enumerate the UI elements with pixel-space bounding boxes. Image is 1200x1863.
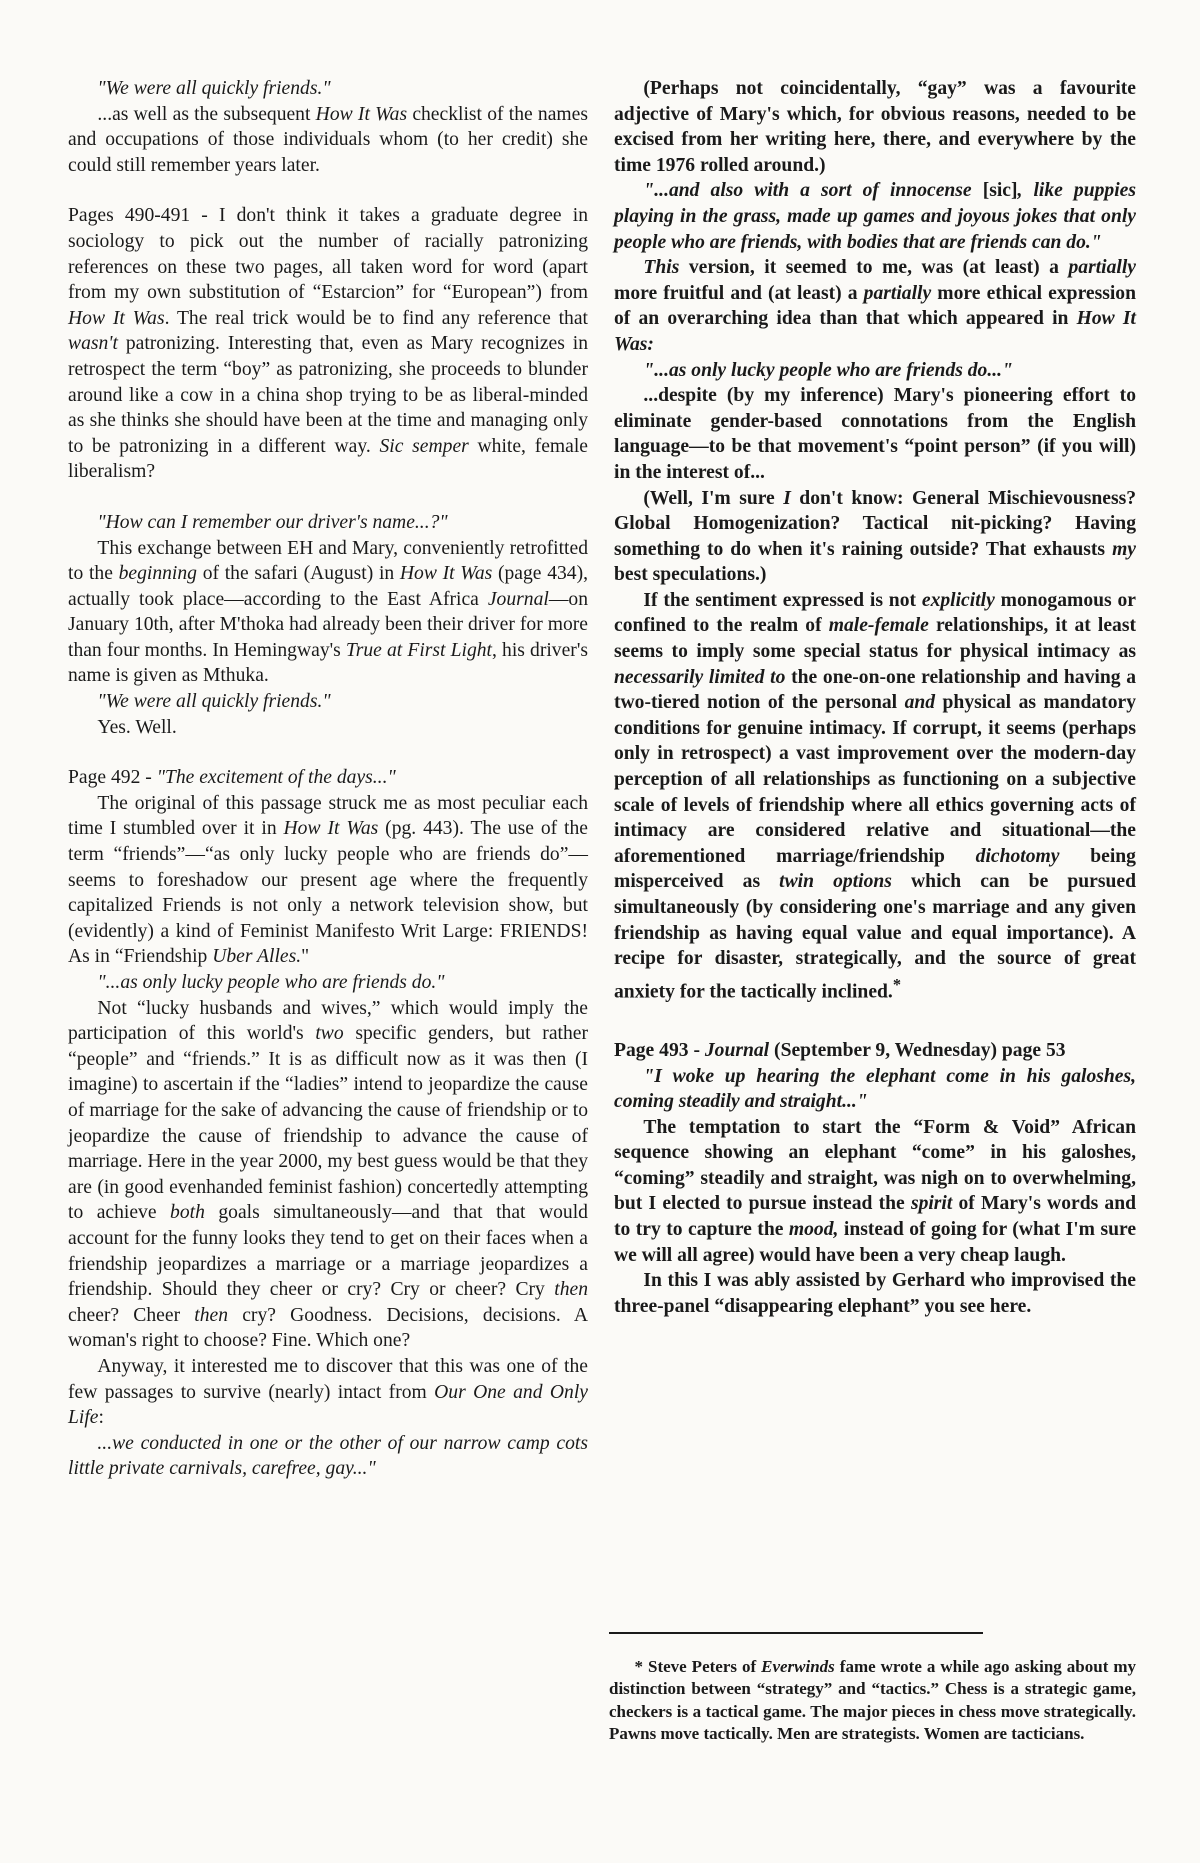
left-column	[68, 76, 588, 1482]
right-column	[614, 76, 1136, 1319]
paragraph: In this I was ably assisted by Gerhard who improvised the three-panel “disappearing elephant” you see here.	[614, 1270, 1136, 1317]
paragraph: The original of this passage struck me as most peculiar each time I stumbled over it in How It Was (pg. 443). The use of the term “friends”—“as only lucky people who are friends do”—seems to foreshadow our present age where the frequently capitalized Friends is not only a network television show, but (evidently) a kind of Feminist Manifesto Writ Large: FRIENDS! As in “Friendship Uber Alles."	[68, 792, 588, 968]
paragraph: ...as well as the subsequent How It Was checklist of the names and occupations of those individuals whom (to her credit) she could still remember years later.	[68, 103, 588, 176]
quote-quickly-friends: "We were all quickly friends."	[97, 691, 331, 713]
quote-innocense: "...and also with a sort of innocense [sic], like puppies playing in the grass, made up games and joyous jokes that only people who are friends, with bodies that are friends can do."	[614, 180, 1136, 253]
quote-driver-name: "How can I remember our driver's name...?"	[97, 511, 448, 533]
paragraph: (Well, I'm sure I don't know: General Mischievousness? Global Homogenization? Tactical nit-picking? Having something to do when it's raining outside? That exhausts my best speculations.)	[614, 487, 1136, 586]
paragraph: This version, it seemed to me, was (at least) a partially more fruitful and (at least) a partially more ethical expression of an overarching idea than that which appeared in How It Was:	[614, 257, 1136, 355]
paragraph: Yes. Well.	[97, 716, 177, 738]
paragraph: Not “lucky husbands and wives,” which would imply the participation of this world's two specific genders, but rather “people” and “friends.” It is as difficult now as it was then (I imagine) to ascertain if the “ladies” intend to jeopardize the cause of marriage for the sake of advancing the cause of friendship or to jeopardize the cause of friendship to advance the cause of marriage. Here in the year 2000, my best guess would be that they are (in good evenhanded feminist fashion) concertedly attempting to achieve both goals simultaneously—and that that would account for the funny looks they tend to get on their faces when a friendship jeopardizes a marriage or a marriage jeopardizes a friendship. Should they cheer or cry? Cry or cheer? Cry then cheer? Cheer then cry? Goodness. Decisions, decisions. A woman's right to choose? Fine. Which one?	[68, 997, 588, 1352]
footnote-marker: *	[892, 974, 901, 994]
paragraph: ...despite (by my inference) Mary's pioneering effort to eliminate gender-based connotations from the English language—to be that movement's “point person” (if you will) in the interest of...	[614, 385, 1136, 483]
quote-lucky-people: "...as only lucky people who are friends do..."	[643, 359, 1013, 381]
quote-lucky-people: "...as only lucky people who are friends do."	[97, 972, 445, 993]
footnote-rule	[609, 1632, 983, 1634]
paragraph: (Perhaps not coincidentally, “gay” was a favourite adjective of Mary's which, for obvious reasons, needed to be excised from her writing here, there, and everywhere by the time 1976 rolled around.)	[614, 78, 1136, 176]
paragraph: This exchange between EH and Mary, conveniently retrofitted to the beginning of the safari (August) in How It Was (page 434), actually took place—according to the East Africa Journal—on January 10th, after M'thoka had already been their driver for more than four months. In Hemingway's True at First Light, his driver's name is given as Mthuka.	[68, 537, 589, 687]
footnote: * Steve Peters of Everwinds fame wrote a while ago asking about my distinction between “strategy” and “tactics.” Chess is a strategic game, checkers is a tactical game. The major pieces in chess move strategically. Pawns move tactically. Men are strategists. Women are tacticians.	[609, 1657, 1137, 1744]
paragraph: If the sentiment expressed is not explicitly monogamous or confined to the realm of male-female relationships, it at least seems to imply some special status for physical intimacy as necessarily limited to the one-on-one relationship and having a two-tiered notion of the personal and physical as mandatory conditions for genuine intimacy. If corrupt, it seems (perhaps only in retrospect) a vast improvement over the modern-day perception of all relationships as functioning on a subjective scale of levels of friendship where all ethics governing acts of intimacy are considered relative and situational—the aforementioned marriage/friendship dichotomy being misperceived as twin options which can be pursued simultaneously (by considering one's marriage and any given friendship as having equal value and equal importance). A recipe for disaster, strategically, and the source of great anxiety for the tactically inclined.*	[614, 589, 1137, 1003]
quote-quickly-friends: "We were all quickly friends."	[97, 78, 331, 99]
section-page-493: Page 493 - Journal (September 9, Wednesday) page 53	[614, 1039, 1066, 1061]
section-page-492: Page 492 - "The excitement of the days..."	[68, 767, 396, 789]
quote-camp-cots: ...we conducted in one or the other of our narrow camp cots little private carnivals, carefree, gay..."	[68, 1432, 588, 1480]
paragraph: The temptation to start the “Form & Void” African sequence showing an elephant “come” in his galoshes, “coming” steadily and straight, was nigh on to overwhelming, but I elected to pursue instead the spirit of Mary's words and to try to capture the mood, instead of going for (what I'm sure we will all agree) would have been a very cheap laugh.	[614, 1116, 1137, 1266]
paragraph: Anyway, it interested me to discover that this was one of the few passages to survive (nearly) intact from Our One and Only Life:	[68, 1355, 588, 1429]
section-pages-490-491: Pages 490-491 - I don't think it takes a graduate degree in sociology to pick out the number of racially patronizing references on these two pages, all taken word for word (apart from my own substitution of “Estarcion” for “European”) from How It Was. The real trick would be to find any reference that wasn't patronizing. Interesting that, even as Mary recognizes in retrospect the term “boy” as patronizing, she proceeds to blunder around like a cow in a china shop trying to be as liberal-minded as she thinks she should have been at the time and managing only to be patronizing in a different way. Sic semper white, female liberalism?	[68, 205, 589, 483]
quote-elephant: "I woke up hearing the elephant come in his galoshes, coming steadily and straight..."	[614, 1065, 1136, 1113]
